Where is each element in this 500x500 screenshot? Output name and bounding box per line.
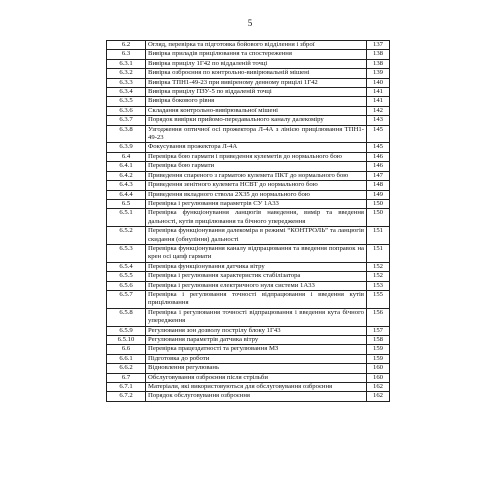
- toc-row: [107, 199, 390, 208]
- page-ref: 138: [367, 59, 390, 68]
- section-title: Фокусування прожектора Л-4А: [146, 143, 367, 152]
- page-ref: 157: [367, 326, 390, 335]
- page-ref: 150: [367, 199, 390, 208]
- section-number: 6.3.1: [107, 59, 146, 68]
- toc-row: [107, 162, 390, 171]
- toc-row: [107, 209, 390, 227]
- toc-row: [107, 345, 390, 354]
- section-title: Порядок обслуговування озброєння: [146, 392, 367, 401]
- page-ref: 153: [367, 281, 390, 290]
- toc-row: [107, 97, 390, 106]
- page-ref: 160: [367, 364, 390, 373]
- section-number: 6.2: [107, 41, 146, 50]
- section-title: Перевірка функціонування далекоміра в режимі “КОНТРОЛЬ” та ланцюгів скидання (обнуління) дальності: [146, 227, 367, 245]
- toc-row: [107, 106, 390, 115]
- section-title: Складання контрольно-вивірювальної мішені: [146, 106, 367, 115]
- toc-row: [107, 181, 390, 190]
- toc-row: [107, 50, 390, 59]
- section-title: Перевірка функціонування ланцюгів наведення, вимір та введення дальності, кутів прицілювання та бічного упередження: [146, 209, 367, 227]
- section-title: Вивірка ТПН1-49-23 при вивіреному денному прицілі 1Г42: [146, 78, 367, 87]
- page-ref: 145: [367, 143, 390, 152]
- toc-row: [107, 116, 390, 125]
- section-number: 6.3.9: [107, 143, 146, 152]
- toc-row: [107, 69, 390, 78]
- toc-row: [107, 244, 390, 262]
- section-number: 6.4.1: [107, 162, 146, 171]
- page-ref: 162: [367, 392, 390, 401]
- toc-row: [107, 392, 390, 401]
- table-of-contents: [106, 40, 390, 402]
- page-ref: 155: [367, 290, 390, 308]
- page-ref: 152: [367, 262, 390, 271]
- section-title: Вивірка озброєння по контрольно-вивірювальній мішені: [146, 69, 367, 78]
- toc-row: [107, 364, 390, 373]
- page-ref: 141: [367, 97, 390, 106]
- section-number: 6.6: [107, 345, 146, 354]
- toc-row: [107, 290, 390, 308]
- section-number: 6.4.2: [107, 171, 146, 180]
- toc-row: [107, 281, 390, 290]
- section-number: 6.3.6: [107, 106, 146, 115]
- section-title: Відновлення регулювань: [146, 364, 367, 373]
- page-number: 5: [247, 18, 253, 28]
- page-ref: 145: [367, 125, 390, 143]
- section-number: 6.7: [107, 373, 146, 382]
- toc-row: [107, 336, 390, 345]
- section-title: Перевірка бою гармати і приведення кулеметів до нормального бою: [146, 152, 367, 161]
- toc-row: [107, 308, 390, 326]
- section-title: Приведення вкладного ствола 2Х35 до нормального бою: [146, 190, 367, 199]
- section-title: Обслуговування озброєння після стрільби: [146, 373, 367, 382]
- section-title: Узгодження оптичної осі прожектора Л-4А з лінією прицілювання ТПН1-49-23: [146, 125, 367, 143]
- section-title: Приведення спареного з гарматою кулемета ПКТ до нормального бою: [146, 171, 367, 180]
- toc-row: [107, 190, 390, 199]
- section-number: 6.3.4: [107, 88, 146, 97]
- toc-row: [107, 373, 390, 382]
- toc-row: [107, 125, 390, 143]
- section-number: 6.5.4: [107, 262, 146, 271]
- toc-row: [107, 326, 390, 335]
- section-number: 6.5.8: [107, 308, 146, 326]
- section-number: 6.5.5: [107, 272, 146, 281]
- toc-row: [107, 78, 390, 87]
- toc-body: [107, 41, 390, 402]
- section-number: 6.6.2: [107, 364, 146, 373]
- page-ref: 159: [367, 345, 390, 354]
- page-ref: 142: [367, 106, 390, 115]
- section-number: 6.3: [107, 50, 146, 59]
- section-number: 6.5.9: [107, 326, 146, 335]
- page-ref: 137: [367, 41, 390, 50]
- page-ref: 141: [367, 88, 390, 97]
- page-ref: 140: [367, 78, 390, 87]
- page-ref: 158: [367, 336, 390, 345]
- page-ref: 151: [367, 244, 390, 262]
- section-title: Вивірка бокового рівня: [146, 97, 367, 106]
- section-title: Перевірка і регулювання точності відпрацювання і введення кута бічного упередження: [146, 308, 367, 326]
- page-ref: 162: [367, 383, 390, 392]
- section-title: Регулювання параметрів датчика вітру: [146, 336, 367, 345]
- toc-row: [107, 171, 390, 180]
- section-number: 6.5.7: [107, 290, 146, 308]
- toc-row: [107, 59, 390, 68]
- section-number: 6.3.8: [107, 125, 146, 143]
- section-number: 6.5.3: [107, 244, 146, 262]
- section-number: 6.7.1: [107, 383, 146, 392]
- section-number: 6.5: [107, 199, 146, 208]
- page-ref: 148: [367, 181, 390, 190]
- section-number: 6.7.2: [107, 392, 146, 401]
- section-number: 6.4.3: [107, 181, 146, 190]
- page-ref: 138: [367, 50, 390, 59]
- section-title: Регулювання зон дозволу пострілу блоку 1Г43: [146, 326, 367, 335]
- page-ref: 160: [367, 373, 390, 382]
- toc-row: [107, 41, 390, 50]
- section-title: Огляд, перевірка та підготовка бойового відділення і зброї: [146, 41, 367, 50]
- toc-row: [107, 227, 390, 245]
- toc-row: [107, 272, 390, 281]
- toc-row: [107, 383, 390, 392]
- page-ref: 139: [367, 69, 390, 78]
- section-title: Вивірка прицілу 1Г42 по віддаленій точці: [146, 59, 367, 68]
- page-ref: 156: [367, 308, 390, 326]
- section-title: Підготовка до роботи: [146, 354, 367, 363]
- section-title: Перевірка функціонування каналу відпрацювання та введення поправок на крен осі цапф гармати: [146, 244, 367, 262]
- toc-row: [107, 354, 390, 363]
- section-number: 6.4.4: [107, 190, 146, 199]
- section-number: 6.6.1: [107, 354, 146, 363]
- section-title: Порядок вивірки прийомо-передавального каналу далекоміру: [146, 116, 367, 125]
- page-ref: 150: [367, 209, 390, 227]
- section-number: 6.5.2: [107, 227, 146, 245]
- section-number: 6.3.2: [107, 69, 146, 78]
- page-ref: 159: [367, 354, 390, 363]
- toc-row: [107, 152, 390, 161]
- section-title: Матеріали, які використовуються для обслуговування озброєння: [146, 383, 367, 392]
- toc-row: [107, 88, 390, 97]
- section-title: Перевірка працездатності та регулювання МЗ: [146, 345, 367, 354]
- section-number: 6.5.6: [107, 281, 146, 290]
- section-title: Перевірка і регулювання параметрів СУ 1А33: [146, 199, 367, 208]
- page-ref: 146: [367, 152, 390, 161]
- section-title: Вивірка прицілу ПЗУ-5 по віддаленій точці: [146, 88, 367, 97]
- toc-row: [107, 143, 390, 152]
- section-title: Перевірка і регулювання характеристик стабілізатора: [146, 272, 367, 281]
- section-title: Приведення зенітного кулемета НСВТ до нормального бою: [146, 181, 367, 190]
- section-title: Перевірка і регулювання точності відпрацювання і введення кутів прицілювання: [146, 290, 367, 308]
- page-ref: 147: [367, 171, 390, 180]
- section-title: Вивірка приладів прицілювання та спостереження: [146, 50, 367, 59]
- section-number: 6.5.1: [107, 209, 146, 227]
- page-ref: 146: [367, 162, 390, 171]
- page-ref: 151: [367, 227, 390, 245]
- section-number: 6.4: [107, 152, 146, 161]
- page-ref: 152: [367, 272, 390, 281]
- section-number: 6.3.3: [107, 78, 146, 87]
- section-title: Перевірка бою гармати: [146, 162, 367, 171]
- page-ref: 143: [367, 116, 390, 125]
- page-ref: 149: [367, 190, 390, 199]
- section-number: 6.5.10: [107, 336, 146, 345]
- section-number: 6.3.7: [107, 116, 146, 125]
- section-number: 6.3.5: [107, 97, 146, 106]
- section-title: Перевірка і регулювання електричного нуля системи 1А33: [146, 281, 367, 290]
- toc-row: [107, 262, 390, 271]
- section-title: Перевірка функціонування датчика вітру: [146, 262, 367, 271]
